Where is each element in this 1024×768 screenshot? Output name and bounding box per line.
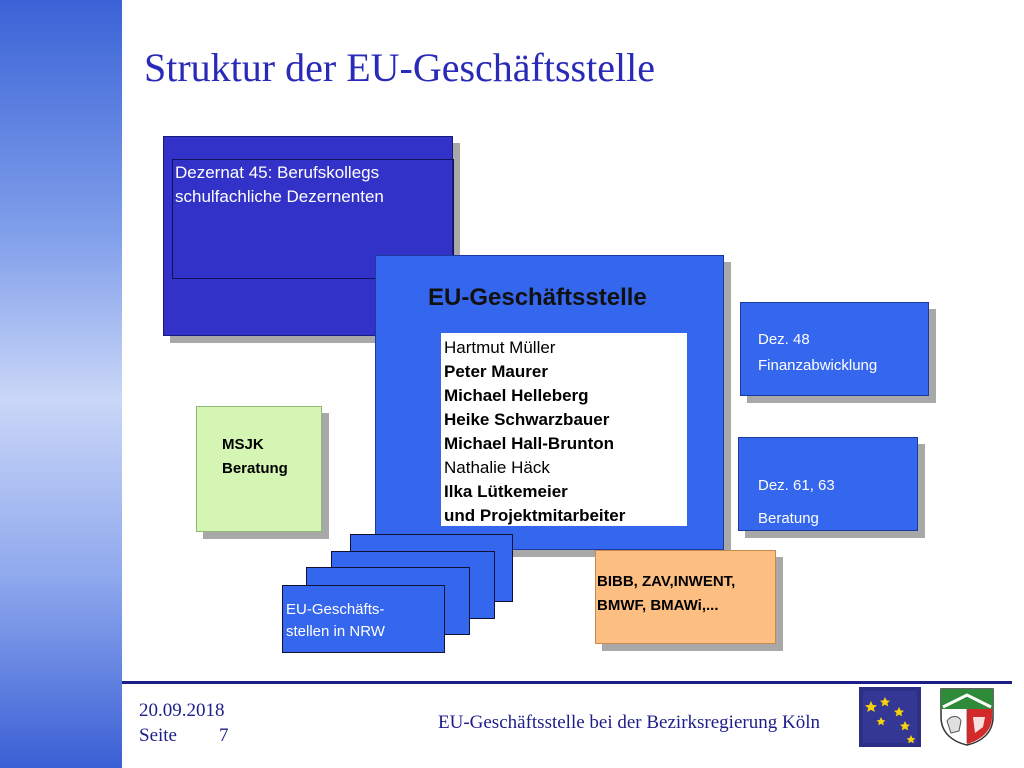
slide-title: Struktur der EU-Geschäftsstelle [144,45,655,90]
staff-name: und Projektmitarbeiter [444,506,626,525]
dez-48-line2: Finanzabwicklung [758,357,878,374]
msjk-line1: MSJK [222,436,264,453]
staff-name: Hartmut Müller [444,338,556,357]
staff-name: Michael Hall-Brunton [444,434,615,453]
footer-page-label: Seite [139,725,177,746]
dez-61-63-box [738,437,918,531]
nrw-line1: EU-Geschäfts- [286,601,385,618]
dezernat-45-text [175,161,384,209]
staff-name: Heike Schwarzbauer [444,410,610,429]
dezernat-45-line2: schulfachliche Dezernenten [175,187,384,206]
nrw-stack-front-card [282,585,445,653]
staff-list [441,333,687,526]
dez-61-63-line2: Beratung [758,510,819,527]
dezernat-45-line1: Dezernat 45: Berufskollegs [175,163,380,182]
staff-name: Michael Helleberg [444,386,589,405]
dez-61-63-line1: Dez. 61, 63 [758,477,835,494]
bibb-line1: BIBB, ZAV,INWENT, [597,573,736,590]
msjk-box [196,406,322,532]
dez-48-line1: Dez. 48 [758,331,810,348]
dez-48-box [740,302,929,396]
footer-divider [122,681,1012,684]
eu-geschaeftsstelle-box [375,255,724,550]
staff-name: Peter Maurer [444,362,548,381]
footer-organization: EU-Geschäftsstelle bei der Bezirksregierung Köln [438,712,820,733]
eu-stars-logo-icon [859,687,921,747]
staff-name: Nathalie Häck [444,458,550,477]
nrw-coat-of-arms-icon [937,687,997,747]
nrw-line2: stellen in NRW [286,623,385,640]
staff-name: Ilka Lütkemeier [444,482,568,501]
footer-page-number: 7 [219,725,229,746]
bibb-box [595,550,776,644]
bibb-line2: BMWF, BMAWi,... [597,597,719,614]
footer-date: 20.09.2018 [139,700,225,721]
msjk-line2: Beratung [222,460,288,477]
sidebar-gradient [0,0,122,768]
eu-geschaeftsstelle-heading: EU-Geschäftsstelle [428,284,647,311]
